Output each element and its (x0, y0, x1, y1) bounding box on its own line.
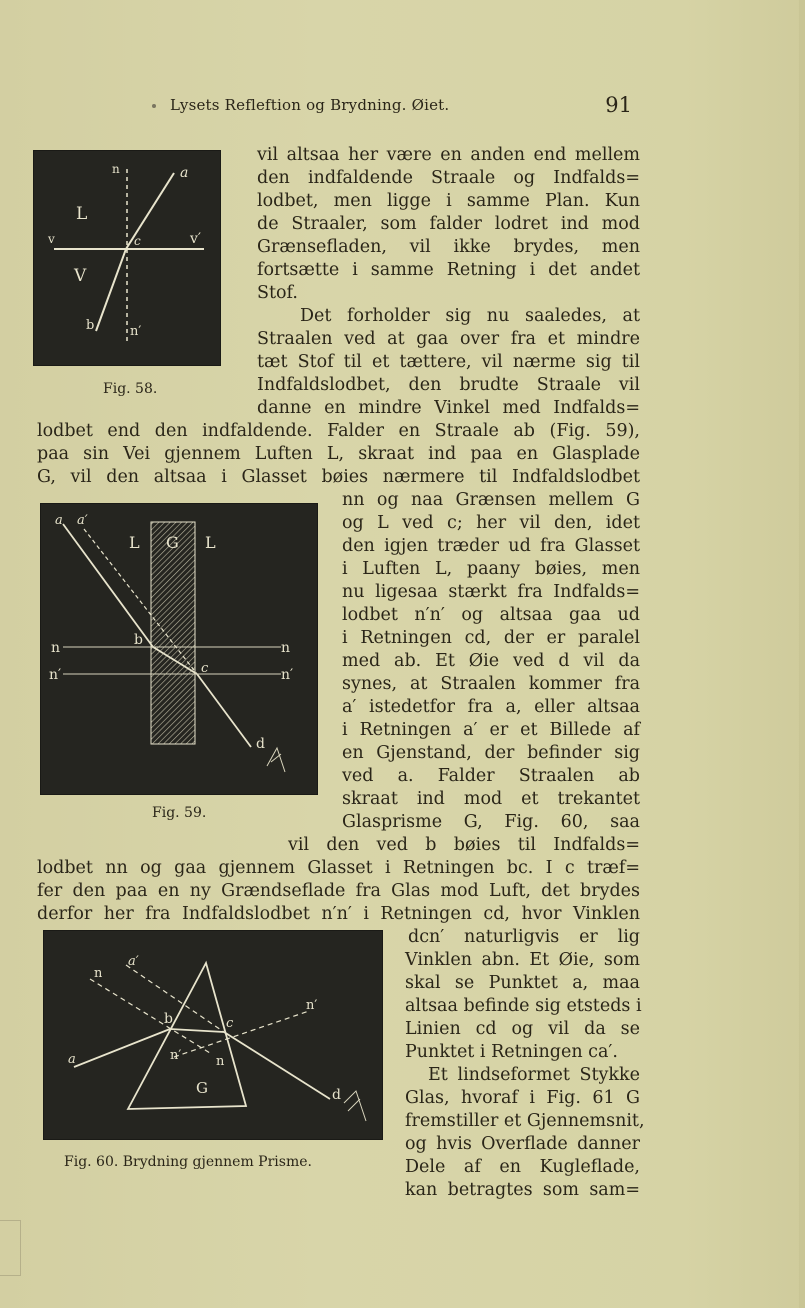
library-stamp-mark (0, 1220, 21, 1276)
figure-59-caption: Fig. 59. (152, 805, 207, 821)
label-d: d (332, 1087, 341, 1103)
label-c: c (201, 661, 209, 676)
figure-60-caption: Fig. 60. Brydning gjennem Prisme. (64, 1154, 312, 1170)
label-L: L (76, 204, 88, 224)
label-a: a (55, 513, 63, 528)
label-c: c (226, 1016, 234, 1031)
text-line: nu ligesaa stærkt fra Indfalds= (342, 582, 640, 602)
text-line: i Retningen cd, der er paralel (342, 628, 640, 648)
label-G: G (196, 1079, 208, 1097)
text-line: lodbet end den indfaldende. Falder en Straale ab (Fig. 59), (37, 421, 640, 441)
text-line: den igjen træder ud fra Glasset (342, 536, 640, 556)
page-number: 91 (605, 93, 632, 117)
label-V: V (74, 266, 87, 286)
text-line: danne en mindre Vinkel med Indfalds= (257, 398, 640, 418)
figure-58 (33, 150, 221, 366)
text-line: og L ved c; her vil den, idet (342, 513, 640, 533)
prism-diagram-60 (44, 931, 382, 1139)
text-line: fer den paa en ny Grændseflade fra Glas mod Luft, det brydes (37, 881, 640, 901)
label-c: c (134, 234, 141, 248)
label-G: G (166, 533, 179, 552)
text-line: vil altsaa her være en anden end mellem (257, 145, 640, 165)
label-n: n (112, 162, 120, 176)
running-header (150, 93, 640, 120)
glass-plate-diagram-59 (41, 504, 317, 794)
text-line: Punktet i Retningen ca′. (405, 1042, 618, 1062)
figure-58-caption: Fig. 58. (103, 381, 158, 397)
label-n-prime-lower: n′ (170, 1048, 182, 1063)
label-d: d (256, 736, 265, 752)
text-line: med ab. Et Øie ved d vil da (342, 651, 640, 671)
text-line: skal se Punktet a, maa (405, 973, 640, 993)
text-line: G, vil den altsaa i Glasset bøies nærmere til Indfaldslodbet (37, 467, 640, 487)
label-n-prime: n′ (130, 324, 142, 339)
text-line: lodbet n′n′ og altsaa gaa ud (342, 605, 640, 625)
text-line: Linien cd og vil da se (405, 1019, 640, 1039)
label-n-prime-left: n′ (49, 667, 62, 683)
text-line: Et lindseformet Stykke (428, 1065, 640, 1085)
text-line: vil den ved b bøies til Indfalds= (288, 835, 640, 855)
label-a: a (68, 1052, 76, 1067)
text-line: dcn′ naturligvis er lig (408, 927, 640, 947)
label-n-prime-right: n′ (306, 998, 318, 1013)
text-line: skraat ind mod et trekantet (342, 789, 640, 809)
text-line: en Gjenstand, der befinder sig (342, 743, 640, 763)
label-L-right: L (205, 533, 216, 552)
text-line: Stof. (257, 283, 298, 303)
text-line: lodbet, men ligge i samme Plan. Kun (257, 191, 640, 211)
label-n-lower: n (216, 1054, 225, 1069)
text-line: de Straaler, som falder lodret ind mod (257, 214, 640, 234)
label-v: v (48, 232, 55, 246)
eye-sketch (267, 748, 285, 772)
text-line: den indfaldende Straale og Indfalds= (257, 168, 640, 188)
label-n-upper: n (94, 966, 103, 981)
text-line: paa sin Vei gjennem Luften L, skraat ind paa en Glasplade (37, 444, 640, 464)
text-line: ved a. Falder Straalen ab (342, 766, 640, 786)
text-line: og hvis Overflade danner (405, 1134, 640, 1154)
text-line: tæt Stof til et tættere, vil nærme sig til (257, 352, 640, 372)
text-line: a′ istedetfor fra a, eller altsaa (342, 697, 640, 717)
text-line: lodbet nn og gaa gjennem Glasset i Retningen bc. I c træf= (37, 858, 640, 878)
label-b: b (86, 318, 95, 333)
text-line: Vinklen abn. Et Øie, som (405, 950, 640, 970)
text-line: Straalen ved at gaa over fra et mindre (257, 329, 640, 349)
text-line: fortsætte i samme Retning i det andet (257, 260, 640, 280)
text-line: kan betragtes som sam= (405, 1180, 640, 1200)
text-line: nn og naa Grænsen mellem G (342, 490, 640, 510)
page-edge (799, 0, 805, 1308)
text-line: Grænsefladen, vil ikke brydes, men (257, 237, 640, 257)
label-n-left: n (51, 640, 61, 656)
text-line: Det forholder sig nu saaledes, at (300, 306, 640, 326)
label-v-prime: v′ (190, 231, 202, 247)
label-L-left: L (129, 533, 140, 552)
label-b: b (164, 1011, 173, 1027)
running-title: Lysets Refleftion og Brydning. Øiet. (170, 96, 450, 114)
text-line: synes, at Straalen kommer fra (342, 674, 640, 694)
text-line: i Luften L, paany bøies, men (342, 559, 640, 579)
text-line: Glasprisme G, Fig. 60, saa (342, 812, 640, 832)
text-line: Dele af en Kugleflade, (405, 1157, 640, 1177)
label-n-right: n (281, 640, 291, 656)
figure-60 (43, 930, 383, 1140)
text-line: i Retningen a′ er et Billede af (342, 720, 640, 740)
text-line: Glas, hvoraf i Fig. 61 G (405, 1088, 640, 1108)
refraction-diagram-58 (34, 151, 220, 365)
ink-speck (152, 104, 156, 108)
eye-sketch (344, 1091, 366, 1121)
label-a: a (180, 165, 189, 181)
text-line: Indfaldslodbet, den brudte Straale vil (257, 375, 640, 395)
label-a-prime: a′ (77, 513, 88, 528)
text-line: altsaa befinde sig etsteds i (405, 996, 642, 1016)
text-line: derfor her fra Indfaldslodbet n′n′ i Retningen cd, hvor Vinklen (37, 904, 640, 924)
label-n-prime-right: n′ (281, 667, 294, 683)
figure-59 (40, 503, 318, 795)
text-line: fremstiller et Gjennemsnit, (405, 1111, 645, 1131)
label-a-prime: a′ (128, 954, 139, 969)
label-b: b (134, 632, 143, 648)
